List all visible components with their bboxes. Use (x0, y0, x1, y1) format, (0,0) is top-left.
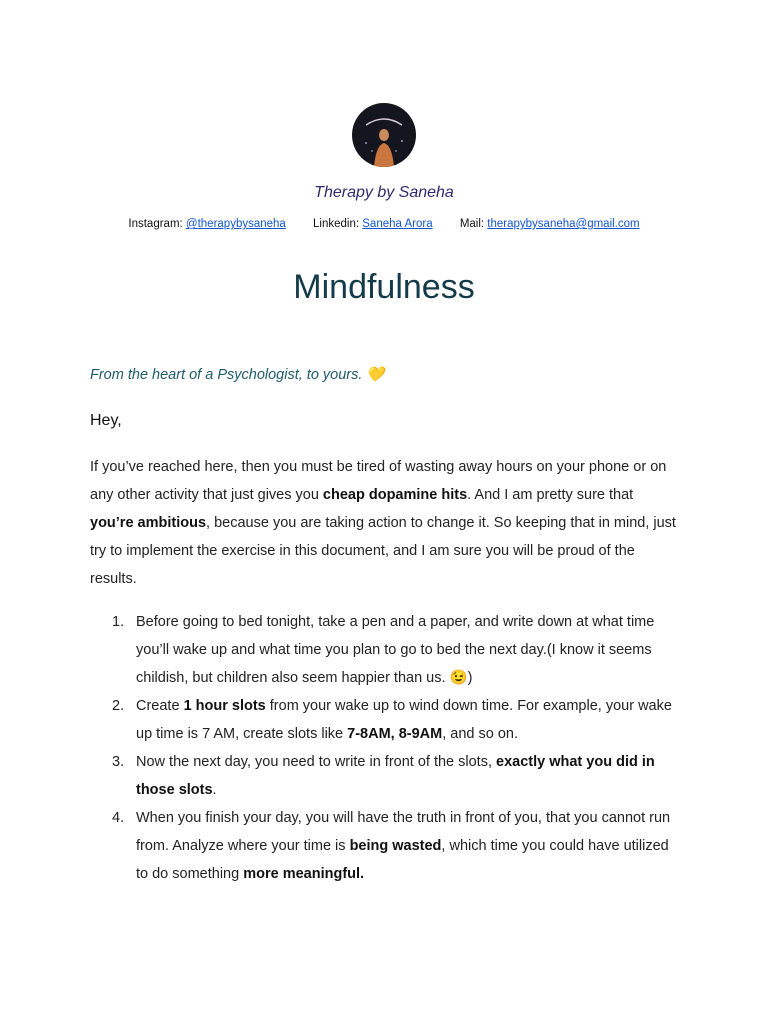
greeting: Hey, (90, 412, 122, 429)
instagram-label: Instagram: (128, 218, 186, 230)
list-item (90, 608, 680, 692)
step-bold: more meaningful. (243, 866, 365, 882)
linkedin-contact (313, 218, 433, 230)
exercise-steps (90, 608, 680, 888)
step-number: 1. (112, 614, 125, 630)
step-text: Now the next day, you need to write in front of the slots, (136, 754, 497, 770)
therapy-logo-icon (352, 103, 416, 167)
yellow-heart-icon: 💛 (366, 367, 385, 383)
intro-bold-1: cheap dopamine hits (322, 487, 468, 503)
step-bold: 1 hour slots (183, 698, 266, 714)
mail-link[interactable]: therapybysaneha@gmail.com (487, 218, 640, 230)
step-text: Create (136, 698, 184, 714)
list-item (90, 692, 680, 748)
intro-paragraph (90, 453, 680, 593)
intro-bold-2: you’re ambitious (90, 515, 207, 531)
step-number: 3. (112, 754, 125, 770)
step-number: 2. (112, 698, 125, 714)
step-bold: exactly what you did in those slots (136, 754, 655, 798)
step-bold: 7-8AM, 8-9AM (347, 726, 443, 742)
linkedin-link[interactable]: Saneha Arora (362, 218, 433, 230)
list-item (90, 804, 680, 888)
step-text: , which time you could have utilized to do something (136, 838, 669, 882)
intro-text-3: , because you are taking action to change it. So keeping that in mind, just try to implement the exercise in this document, and I am sure you will be proud of the results. (90, 515, 676, 587)
intro-text-2: . And I am pretty sure that (467, 487, 634, 503)
list-item (90, 748, 680, 804)
step-text: . (212, 782, 217, 798)
tagline (90, 366, 384, 383)
tagline-text: From the heart of a Psychologist, to yours. (90, 367, 363, 383)
page-title: Mindfulness (293, 268, 475, 306)
mail-contact (460, 218, 640, 230)
step-number: 4. (112, 810, 125, 826)
step-text: When you finish your day, you will have the truth in front of you, that you cannot run from. Analyze where your time is (136, 810, 671, 854)
step-text: from your wake up to wind down time. For example, your wake up time is 7 AM, create slots like (136, 698, 672, 742)
instagram-contact (128, 218, 285, 230)
intro-text-1: If you’ve reached here, then you must be tired of wasting away hours on your phone or on any other activity that just gives you (90, 459, 667, 503)
step-text: Before going to bed tonight, take a pen and a paper, and write down at what time you’ll wake up and what time you plan to go to bed the next day.(I know it seems childish, but children also seem happier than us. 😉) (136, 614, 655, 686)
contact-line (0, 218, 768, 230)
step-text: , and so on. (442, 726, 518, 742)
brand-name: Therapy by Saneha (314, 184, 454, 201)
instagram-link[interactable]: @therapybysaneha (185, 218, 286, 230)
step-bold: being wasted (349, 838, 442, 854)
mail-label: Mail: (459, 218, 488, 230)
linkedin-label: Linkedin: (313, 218, 363, 230)
